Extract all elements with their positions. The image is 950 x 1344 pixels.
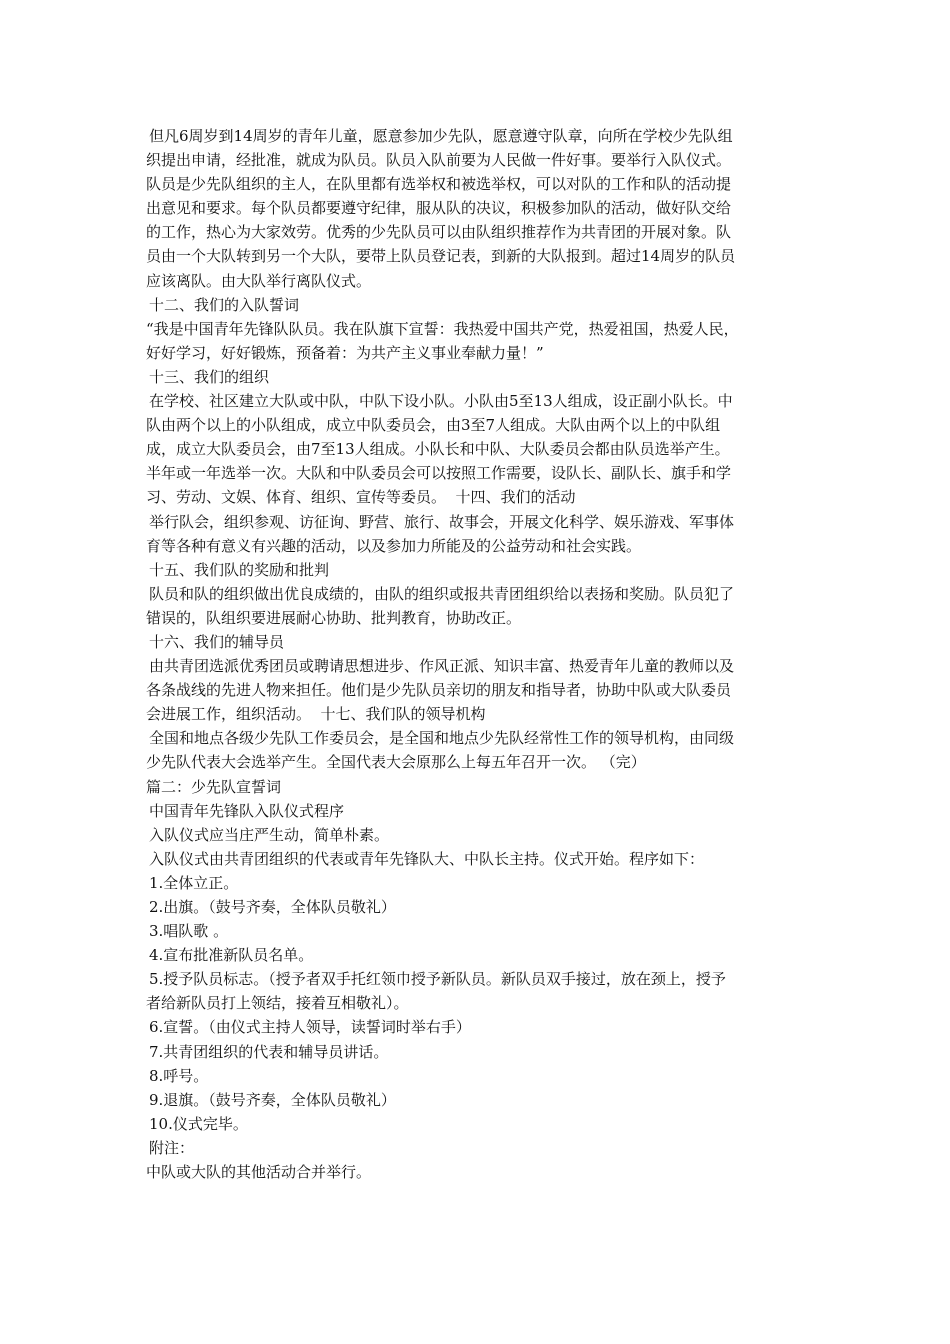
text-line: 十六、我们的辅导员 — [149, 632, 285, 651]
text-line: 但凡6周岁到14周岁的青年儿童，愿意参加少先队，愿意遵守队章，向所在学校少先队组 — [149, 127, 733, 145]
text-line: 各条战线的先进人物来担任。他们是少先队员亲切的朋友和指导者，协助中队或大队委员 — [146, 681, 732, 700]
text-line: 附注： — [149, 1138, 195, 1157]
text-line: 中队或大队的其他活动合并举行。 — [146, 1163, 372, 1182]
text-line: 10.仪式完毕。 — [149, 1114, 248, 1133]
document-page — [146, 124, 818, 1184]
text-line: 少先队代表大会选举产生。全国代表大会原那么上每五年召开一次。 （完） — [146, 753, 646, 772]
text-line: 成，成立大队委员会，由7至13人组成。小队长和中队、大队委员会都由队员选举产生。 — [146, 440, 730, 459]
text-line: 的工作，热心为大家效劳。优秀的少先队员可以由队组织推荐作为共青团的开展对象。队 — [146, 223, 732, 242]
text-line: 6.宣誓。（由仪式主持人领导，读誓词时举右手） — [149, 1018, 471, 1037]
text-line: 3.唱队歌 。 — [149, 922, 229, 941]
text-line: 习、劳动、文娱、体育、组织、宣传等委员。 十四、我们的活动 — [146, 488, 576, 507]
text-line: 十二、我们的入队誓词 — [149, 295, 300, 314]
text-line: 篇二：少先队宣誓词 — [146, 777, 282, 796]
text-line: 出意见和要求。每个队员都要遵守纪律，服从队的决议，积极参加队的活动，做好队交给 — [146, 199, 732, 218]
text-line: 举行队会，组织参观、访征询、野营、旅行、故事会，开展文化科学、娱乐游戏、军事体 — [149, 512, 735, 531]
text-line: 入队仪式应当庄严生动，简单朴素。 — [149, 825, 390, 844]
text-line: 8.呼号。 — [149, 1066, 209, 1085]
text-line: 十三、我们的组织 — [149, 367, 270, 386]
text-line: 由共青团选派优秀团员或聘请思想进步、作风正派、知识丰富、热爱青年儿童的教师以及 — [149, 657, 735, 676]
text-line: 全国和地点各级少先队工作委员会，是全国和地点少先队经常性工作的领导机构，由同级 — [149, 729, 735, 748]
text-line: 十五、我们队的奖励和批判 — [149, 560, 330, 579]
text-line: 错误的，队组织要进展耐心协助、批判教育，协助改正。 — [146, 608, 522, 627]
text-line: 在学校、社区建立大队或中队，中队下设小队。小队由5至13人组成，设正副小队长。中 — [149, 392, 733, 411]
text-line: 应该离队。由大队举行离队仪式。 — [146, 271, 372, 290]
text-line: 织提出申请，经批准，就成为队员。队员入队前要为人民做一件好事。要举行入队仪式。 — [146, 151, 732, 170]
text-line: 9.退旗。（鼓号齐奏，全体队员敬礼） — [149, 1090, 396, 1109]
text-line: 好好学习，好好锻炼，预备着：为共产主义事业奉献力量！” — [146, 343, 544, 362]
text-line: 5.授予队员标志。（授予者双手托红领巾授予新队员。新队员双手接过，放在颈上，授予 — [149, 970, 726, 989]
text-line: 半年或一年选举一次。大队和中队委员会可以按照工作需要，设队长、副队长、旗手和学 — [146, 464, 732, 483]
text-line: 队员是少先队组织的主人，在队里都有选举权和被选举权，可以对队的工作和队的活动提 — [146, 175, 732, 194]
text-line: 中国青年先锋队入队仪式程序 — [149, 801, 345, 820]
text-line: 队由两个以上的小队组成，成立中队委员会，由3至7人组成。大队由两个以上的中队组 — [146, 416, 721, 435]
text-line: 队员和队的组织做出优良成绩的，由队的组织或报共青团组织给以表扬和奖励。队员犯了 — [149, 584, 735, 603]
text-line: 者给新队员打上领结，接着互相敬礼）。 — [146, 994, 409, 1013]
text-line: 1.全体立正。 — [149, 873, 239, 892]
text-line: 会进展工作，组织活动。 十七、我们队的领导机构 — [146, 705, 486, 724]
text-line: “我是中国青年先锋队队员。我在队旗下宣誓：我热爱中国共产党，热爱祖国，热爱人民， — [146, 319, 739, 338]
text-line: 4.宣布批准新队员名单。 — [149, 946, 314, 965]
text-line: 育等各种有意义有兴趣的活动，以及参加力所能及的公益劳动和社会实践。 — [146, 536, 642, 555]
text-line: 2.出旗。（鼓号齐奏，全体队员敬礼） — [149, 898, 396, 916]
text-line: 7.共青团组织的代表和辅导员讲话。 — [149, 1042, 389, 1061]
text-line: 入队仪式由共青团组织的代表或青年先锋队大、中队长主持。仪式开始。程序如下： — [149, 849, 705, 868]
text-line: 员由一个大队转到另一个大队，要带上队员登记表，到新的大队报到。超过14周岁的队员 — [146, 247, 736, 266]
